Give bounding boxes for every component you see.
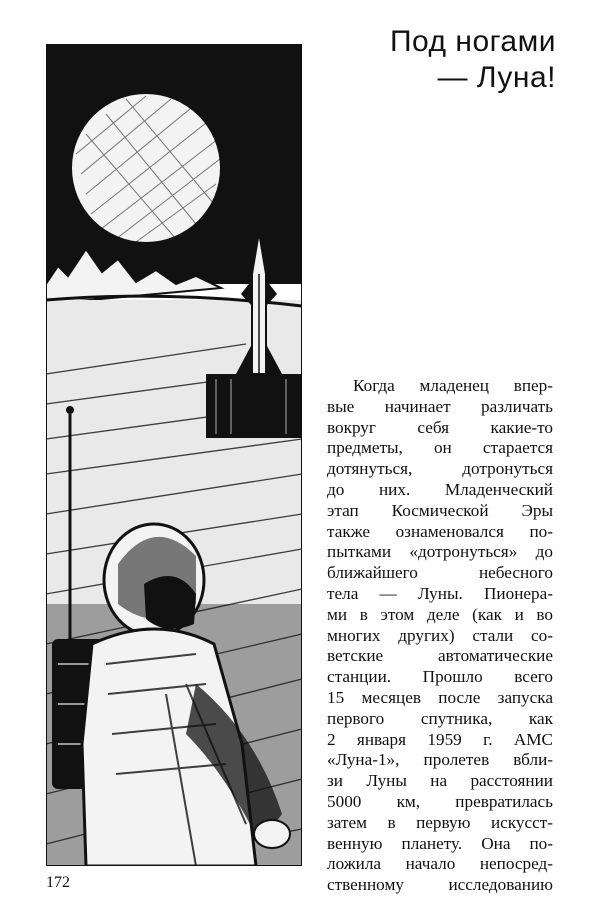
text-line: до них. Младенческий	[327, 479, 553, 499]
text-line: ложила начало непосред-	[327, 854, 553, 874]
body-text	[327, 376, 553, 896]
text-line: вокруг себя какие-то	[327, 417, 553, 437]
text-line: ближайшего небесного	[327, 563, 553, 583]
text-line: пытками «дотронуться» до	[327, 542, 553, 562]
text-line: этап Космической Эры	[327, 500, 553, 520]
illustration-canvas	[46, 44, 302, 866]
text-line: Когда младенец впер-	[353, 376, 553, 395]
text-line: предметы, он старается	[327, 438, 553, 458]
moon	[72, 94, 220, 242]
text-line: дотянуться, дотронуться	[327, 459, 553, 479]
text-line: «Луна-1», пролетев вбли-	[327, 750, 553, 770]
glove	[254, 820, 290, 848]
text-line: ветские автоматические	[327, 646, 553, 666]
lunar-illustration	[46, 44, 302, 866]
chapter-title-line-1: Под ногами	[389, 25, 556, 58]
text-line: 5000 км, превратилась	[327, 791, 553, 811]
launch-structure	[206, 374, 302, 438]
text-line: затем в первую искусст-	[327, 812, 553, 832]
text-line: станции. Прошло всего	[327, 667, 553, 687]
text-line: венную планету. Она по-	[327, 833, 553, 853]
text-line: ственному исследованию	[327, 875, 553, 895]
text-line: вые начинает различать	[327, 396, 553, 416]
text-line: зи Луны на расстоянии	[327, 771, 553, 791]
text-line: многих других) стали со-	[327, 625, 553, 645]
page-number: 172	[46, 874, 70, 891]
text-line: 2 января 1959 г. АМС	[327, 729, 553, 749]
text-line: тела — Луны. Пионера-	[327, 583, 553, 603]
text-line: также ознаменовался по-	[327, 521, 553, 541]
text-line: ми в этом деле (как и во	[327, 604, 553, 624]
chapter-title	[390, 24, 556, 96]
text-line: 15 месяцев после запуска	[327, 687, 553, 707]
chapter-title-line-2: — Луна!	[437, 61, 556, 94]
text-line: первого спутника, как	[327, 708, 553, 728]
